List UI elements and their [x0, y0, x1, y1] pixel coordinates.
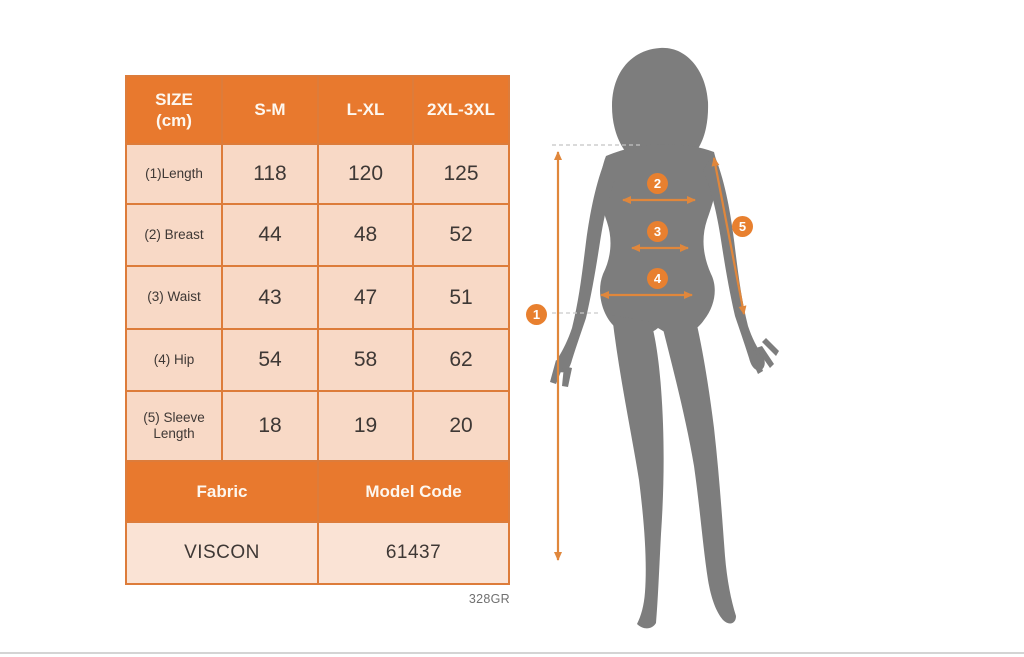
- woman-silhouette: [550, 48, 779, 628]
- model-code-value-cell: 61437: [319, 523, 508, 583]
- value-breast-2xl-3xl: 52: [414, 205, 508, 265]
- column-header-s-m: S-M: [223, 77, 317, 143]
- row-label-length: (1)Length: [127, 145, 221, 203]
- row-label-waist: (3) Waist: [127, 267, 221, 328]
- column-header-l-xl: L-XL: [319, 77, 412, 143]
- measure-marker-5: 5: [732, 216, 753, 237]
- bottom-divider: [0, 652, 1024, 654]
- fabric-header-cell: Fabric: [127, 462, 317, 521]
- size-header-cell: SIZE (cm): [127, 77, 221, 143]
- column-header-2xl-3xl: 2XL-3XL: [414, 77, 508, 143]
- value-length-2xl-3xl: 125: [414, 145, 508, 203]
- value-hip-s-m: 54: [223, 330, 317, 390]
- silhouette-right-leg: [662, 325, 736, 623]
- value-hip-2xl-3xl: 62: [414, 330, 508, 390]
- measure-marker-2: 2: [647, 173, 668, 194]
- value-waist-l-xl: 47: [319, 267, 412, 328]
- value-waist-2xl-3xl: 51: [414, 267, 508, 328]
- value-length-s-m: 118: [223, 145, 317, 203]
- row-label-breast: (2) Breast: [127, 205, 221, 265]
- measure-marker-4: 4: [647, 268, 668, 289]
- row-label-sleeve-length: (5) Sleeve Length: [127, 392, 221, 460]
- value-sleeve-l-xl: 19: [319, 392, 412, 460]
- value-breast-s-m: 44: [223, 205, 317, 265]
- value-waist-s-m: 43: [223, 267, 317, 328]
- row-label-hip: (4) Hip: [127, 330, 221, 390]
- value-length-l-xl: 120: [319, 145, 412, 203]
- measure-marker-1: 1: [526, 304, 547, 325]
- value-hip-l-xl: 58: [319, 330, 412, 390]
- fabric-value-cell: VISCON: [127, 523, 317, 583]
- model-code-header-cell: Model Code: [319, 462, 508, 521]
- value-sleeve-s-m: 18: [223, 392, 317, 460]
- value-breast-l-xl: 48: [319, 205, 412, 265]
- product-code-note: 328GR: [468, 592, 510, 606]
- value-sleeve-2xl-3xl: 20: [414, 392, 508, 460]
- silhouette-left-leg: [612, 315, 664, 628]
- measure-marker-3: 3: [647, 221, 668, 242]
